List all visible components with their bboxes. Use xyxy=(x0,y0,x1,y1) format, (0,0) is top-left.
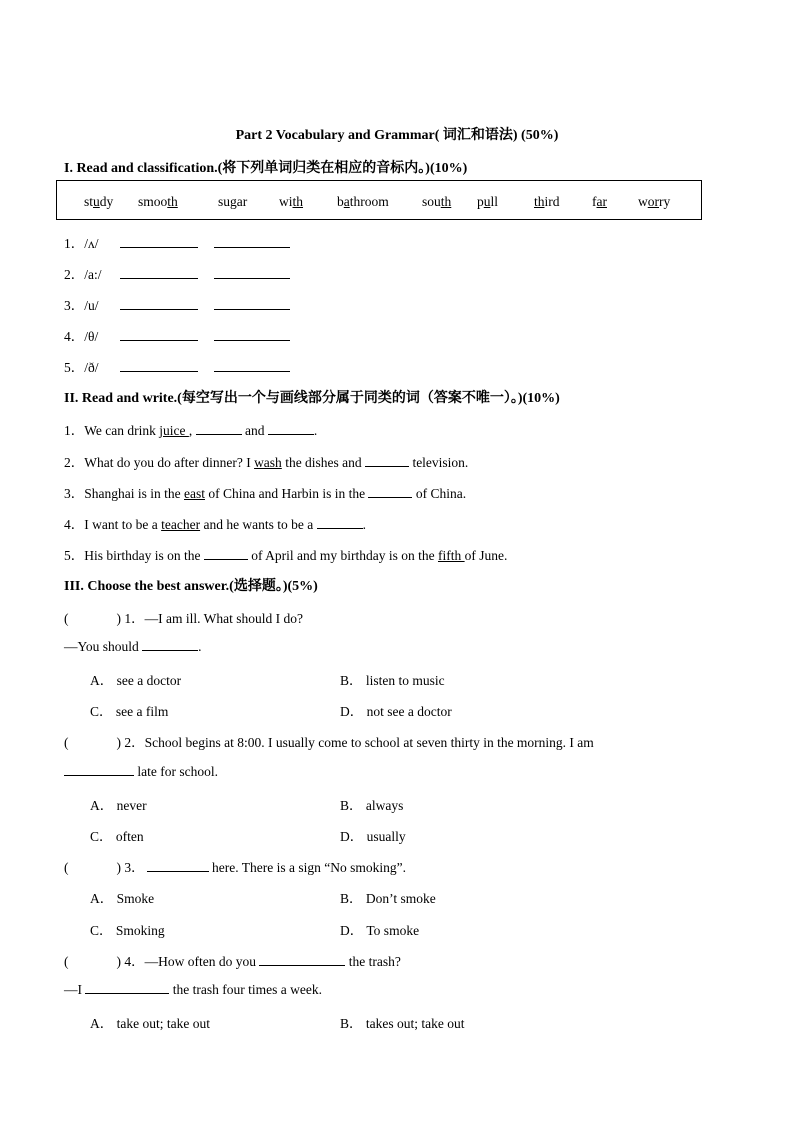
write-item-1: 1．We can drink juice , and . xyxy=(64,423,318,438)
word-5: bathroom xyxy=(337,194,389,209)
question-2: ( ) 2．School begins at 8:00. I usually come to school at seven thirty in the morning. I am xyxy=(64,735,594,750)
q4-option-b: B． takes out; take out xyxy=(340,1016,465,1031)
question-4: ( ) 4．—How often do you the trash? xyxy=(64,954,401,969)
phonetic-item: 2．/a:/ xyxy=(64,263,290,283)
q2-option-a: A． never xyxy=(90,798,147,813)
write-item-4: 4．I want to be a teacher and he wants to be a . xyxy=(64,517,367,532)
q2-option-b: B． always xyxy=(340,798,404,813)
word-9: far xyxy=(592,194,607,209)
word-1: study xyxy=(84,194,114,209)
q3-option-a: A． Smoke xyxy=(90,891,155,906)
word-4: with xyxy=(279,194,304,209)
q1-option-b: B． listen to music xyxy=(340,673,445,688)
question-4-line2: —I the trash four times a week. xyxy=(64,982,322,997)
phonetic-item: 5．/ð/ xyxy=(64,356,290,376)
word-8: third xyxy=(534,194,560,209)
word-box xyxy=(56,180,702,220)
question-1-line2: —You should . xyxy=(64,639,202,654)
q2-option-d: D． usually xyxy=(340,829,406,844)
q3-option-c: C． Smoking xyxy=(90,923,165,938)
write-item-3: 3．Shanghai is in the east of China and Harbin is in the of China. xyxy=(64,486,467,501)
question-1: ( ) 1．—I am ill. What should I do? xyxy=(64,611,303,626)
q3-option-b: B． Don’t smoke xyxy=(340,891,436,906)
q1-option-c: C． see a film xyxy=(90,704,169,719)
write-item-2: 2．What do you do after dinner? I wash the dishes and television. xyxy=(64,455,469,470)
word-10: worry xyxy=(638,194,671,209)
section2-heading: II. Read and write.(每空写出一个与画线部分属于同类的词（答案不唯一）。)(10%) xyxy=(64,391,560,406)
phonetic-item: 4．/θ/ xyxy=(64,325,290,345)
word-6: south xyxy=(422,194,452,209)
word-2: smooth xyxy=(138,194,178,209)
q4-option-a: A． take out; take out xyxy=(90,1016,210,1031)
section3-heading: III. Choose the best answer.(选择题。)(5%) xyxy=(64,579,318,594)
q1-option-a: A． see a doctor xyxy=(90,673,182,688)
question-2-line2: late for school. xyxy=(64,763,218,780)
q1-option-d: D． not see a doctor xyxy=(340,704,452,719)
section1-heading: I. Read and classification.(将下列单词归类在相应的音标内。)(10%) xyxy=(64,161,468,176)
q2-option-c: C． often xyxy=(90,829,144,844)
phonetic-item: 3．/u/ xyxy=(64,294,290,314)
page-title: Part 2 Vocabulary and Grammar( 词汇和语法) (50%) xyxy=(235,128,559,143)
write-item-5: 5．His birthday is on the of April and my birthday is on the fifth of June. xyxy=(64,548,508,563)
question-3: ( ) 3． here. There is a sign “No smoking”. xyxy=(64,860,406,875)
word-7: pull xyxy=(477,194,499,209)
word-3: sugar xyxy=(218,194,248,209)
phonetic-item: 1．/ʌ/ xyxy=(64,232,290,252)
q3-option-d: D． To smoke xyxy=(340,923,420,938)
